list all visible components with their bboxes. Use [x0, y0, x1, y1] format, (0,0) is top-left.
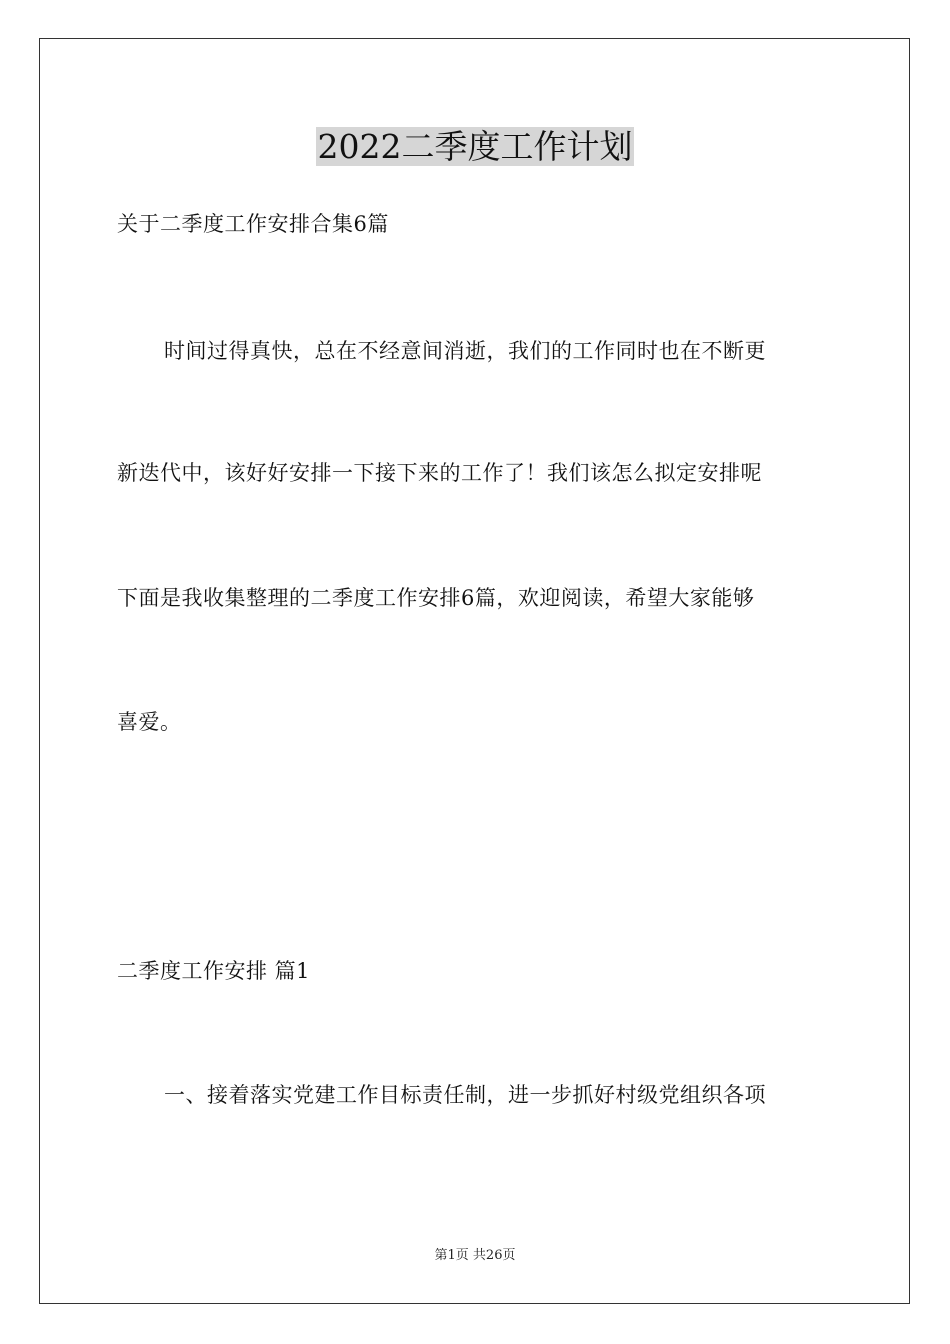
paragraph-line-4: 喜爱。	[117, 710, 182, 734]
section-paragraph-line-1: 一、接着落实党建工作目标责任制，进一步抓好村级党组织各项	[164, 1083, 766, 1107]
section-heading: 二季度工作安排 篇1	[117, 959, 311, 983]
document-title	[0, 126, 950, 168]
paragraph-line-3: 下面是我收集整理的二季度工作安排6篇，欢迎阅读，希望大家能够	[117, 586, 755, 610]
document-subtitle: 关于二季度工作安排合集6篇	[117, 212, 389, 236]
paragraph-line-2: 新迭代中，该好好安排一下接下来的工作了！我们该怎么拟定安排呢	[117, 461, 762, 485]
paragraph-line-1: 时间过得真快，总在不经意间消逝，我们的工作同时也在不断更	[164, 339, 766, 363]
document-title-text: 2022二季度工作计划	[317, 127, 633, 166]
page-number-footer: 第1页 共26页	[434, 1248, 516, 1263]
